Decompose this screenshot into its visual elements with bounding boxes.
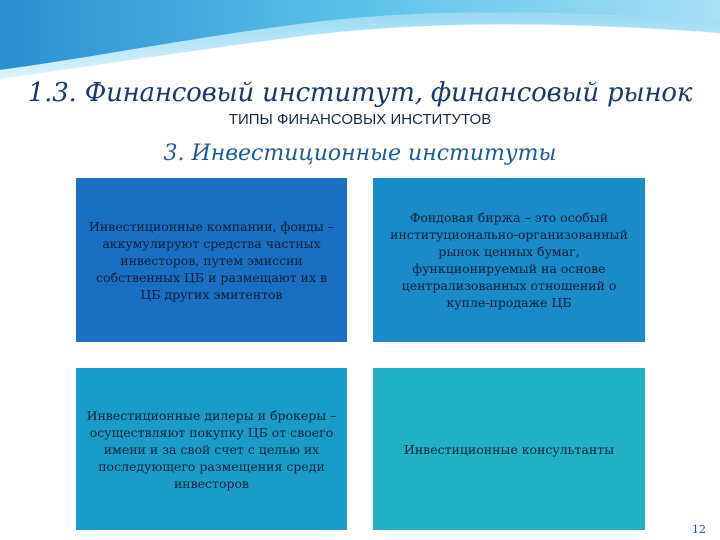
box-text: Инвестиционные консультанты bbox=[403, 441, 615, 457]
slide-subtitle: ТИПЫ ФИНАНСОВЫХ ИНСТИТУТОВ bbox=[228, 111, 492, 128]
page-number: 12 bbox=[692, 523, 706, 536]
section-title: 3. Инвестиционные институты bbox=[163, 141, 557, 166]
box-text: Инвестиционные компании, фонды – аккумулируют средства частных инвесторов, путем эмиссии собственных ЦБ и размещают их в ЦБ других эмитентов bbox=[88, 218, 335, 302]
header-wave-decoration bbox=[0, 0, 720, 90]
institution-box-dealers-brokers bbox=[76, 368, 347, 530]
slide-title: 1.3. Финансовый институт, финансовый рынок bbox=[27, 78, 693, 108]
box-text: Инвестиционные дилеры и брокеры – осуществляют покупку ЦБ от своего имени и за свой счет с целью их последующего размещения среди инвесторов bbox=[86, 407, 337, 491]
institution-box-investment-companies bbox=[76, 178, 347, 342]
institution-box-stock-exchange bbox=[373, 178, 645, 342]
box-text: Фондовая биржа – это особый институционально-организованный рынок ценных бумаг, функционируемый на основе централизованных отношений о купле-продаже ЦБ bbox=[390, 210, 628, 310]
institution-box-consultants bbox=[373, 368, 645, 530]
